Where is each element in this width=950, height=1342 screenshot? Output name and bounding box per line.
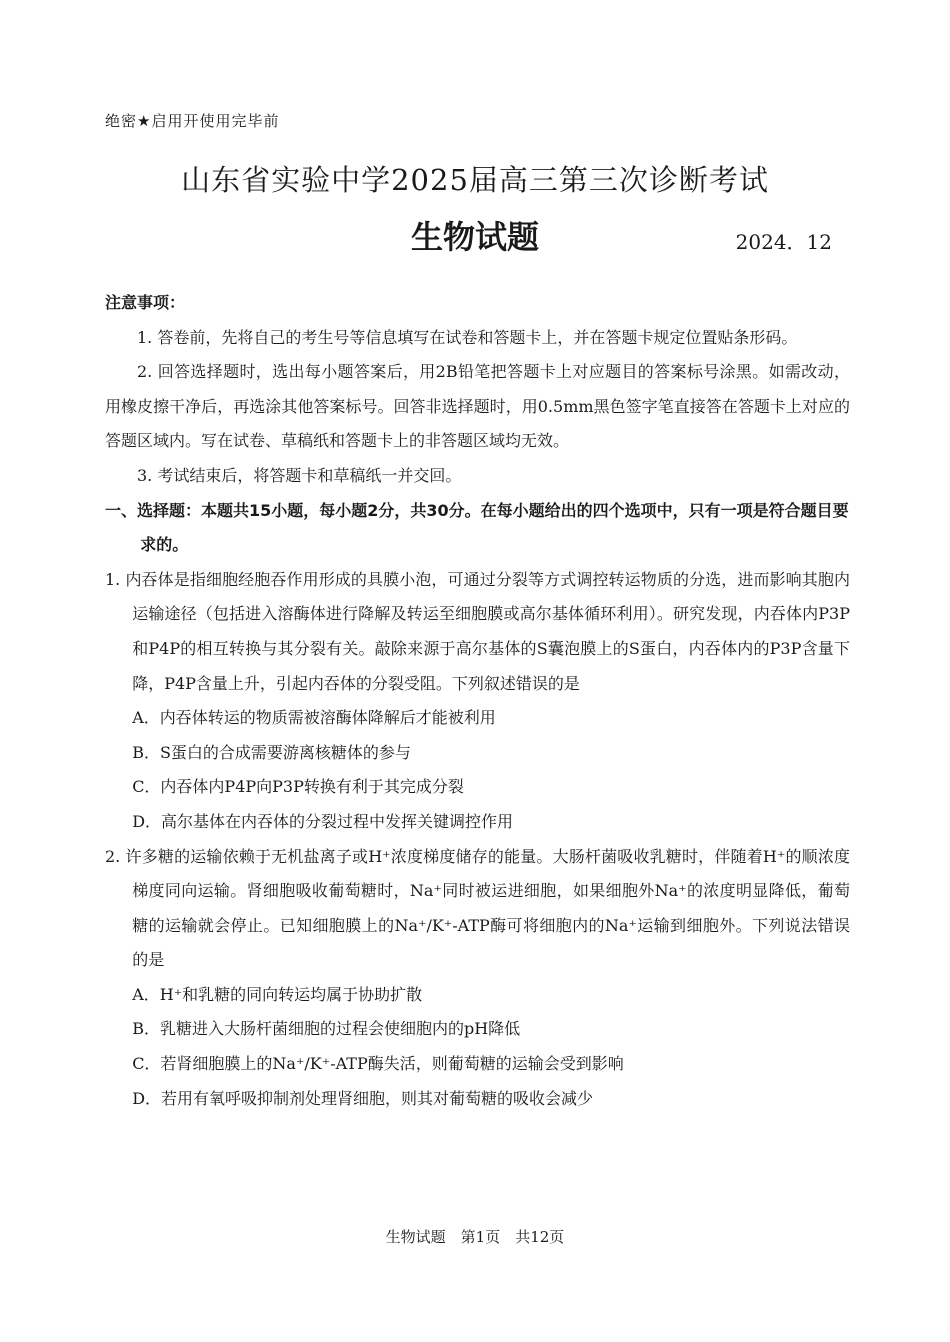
question-2-option-d: D．若用有氧呼吸抑制剂处理肾细胞，则其对葡萄糖的吸收会减少 — [132, 1088, 594, 1108]
question-stem-1: 1. 内吞体是指细胞经胞吞作用形成的具膜小泡，可通过分裂等方式调控转运物质的分选，进而影响其胞内运输途径（包括进入溶酶体进行降解及转运至细胞膜或高尔基体循环利用）。研究发现，内吞体内P3P和P4P的相互转换与其分裂有关。敲除来源于高尔基体的S囊泡膜上的S蛋白，内吞体内的P3P含量下降，P4P含量上升，引起内吞体的分裂受阻。下列叙述错误的是 — [105, 569, 850, 693]
notes-heading: 注意事项： — [105, 293, 186, 312]
question-stem-2: 2. 许多糖的运输依赖于无机盐离子或H⁺浓度梯度储存的能量。大肠杆菌吸收乳糖时，伴随着H⁺的顺浓度梯度同向运输。肾细胞吸收葡萄糖时，Na⁺同时被运进细胞，如果细胞外Na⁺的浓度明显降低，葡萄糖的运输就会停止。已知细胞膜上的Na⁺/K⁺-ATP酶可将细胞内的Na⁺运输到细胞外。下列说法错误的是 — [105, 846, 850, 970]
exam-main-title: 山东省实验中学2025届高三第三次诊断考试 — [181, 163, 769, 197]
question-1-option-b: B．S蛋白的合成需要游离核糖体的参与 — [132, 742, 411, 762]
question-2-option-b: B．乳糖进入大肠杆菌细胞的过程会使细胞内的pH降低 — [132, 1019, 521, 1039]
question-1-option-c: C．内吞体内P4P向P3P转换有利于其完成分裂 — [132, 777, 464, 797]
secret-label: 绝密★启用开使用完毕前 — [105, 112, 280, 130]
question-2-option-c: C．若肾细胞膜上的Na⁺/K⁺-ATP酶失活，则葡萄糖的运输会受到影响 — [132, 1054, 624, 1074]
note-item: 2. 回答选择题时，选出每小题答案后，用2B铅笔把答题卡上对应题目的答案标号涂黑。如需改动，用橡皮擦干净后，再选涂其他答案标号。回答非选择题时，用0.5mm黑色签字笔直接答在答题卡上对应的答题区域内。写在试卷、草稿纸和答题卡上的非答题区域均无效。 — [105, 362, 850, 451]
note-item: 3. 考试结束后，将答题卡和草稿纸一并交回。 — [137, 465, 462, 485]
exam-date: 2024．12 — [735, 230, 832, 254]
question-1-option-a: A．内吞体转运的物质需被溶酶体降解后才能被利用 — [132, 708, 496, 728]
exam-content — [105, 286, 850, 1116]
subject-title: 生物试题 — [410, 218, 539, 256]
page-footer: 生物试题 第1页 共12页 — [385, 1228, 565, 1246]
question-2-option-a: A．H⁺和乳糖的同向转运均属于协助扩散 — [132, 984, 423, 1004]
section-title: 一、选择题：本题共15小题，每小题2分，共30分。在每小题给出的四个选项中，只有一项是符合题目要求的。 — [105, 500, 849, 555]
question-1-option-d: D．高尔基体在内吞体的分裂过程中发挥关键调控作用 — [132, 811, 514, 831]
note-item: 1. 答卷前，先将自己的考生号等信息填写在试卷和答题卡上，并在答题卡规定位置贴条形码。 — [137, 327, 798, 347]
